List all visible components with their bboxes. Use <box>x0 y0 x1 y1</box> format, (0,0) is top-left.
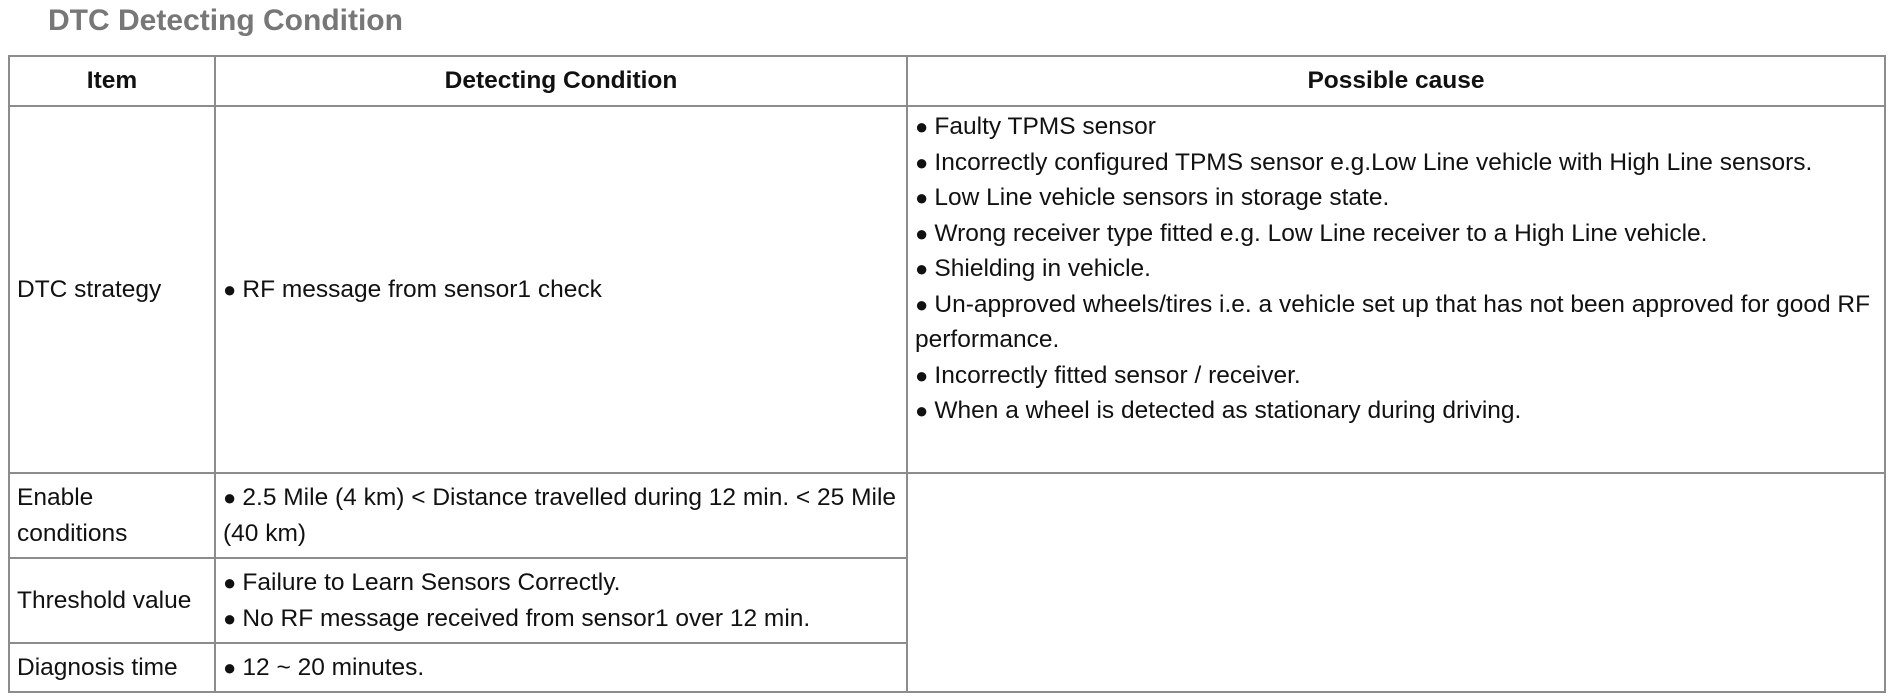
dtc-table <box>8 55 1886 693</box>
cause-item: ● Incorrectly fitted sensor / receiver. <box>915 358 1877 394</box>
cause-item: ● Low Line vehicle sensors in storage state. <box>915 180 1877 216</box>
header-detecting-condition: Detecting Condition <box>215 56 907 106</box>
header-item: Item <box>9 56 215 106</box>
cause-item: ● When a wheel is detected as stationary during driving. <box>915 393 1877 429</box>
condition-item: ● RF message from sensor1 check <box>223 272 899 308</box>
table-header-row <box>9 56 1885 106</box>
condition-cell <box>215 643 907 692</box>
cause-item: ● Shielding in vehicle. <box>915 251 1877 287</box>
cause-item: ● Un-approved wheels/tires i.e. a vehicle set up that has not been approved for good RF performance. <box>915 287 1877 358</box>
condition-item: ● Failure to Learn Sensors Correctly. <box>223 565 899 601</box>
cause-item: ● Faulty TPMS sensor <box>915 109 1877 145</box>
condition-item: ● 12 ~ 20 minutes. <box>223 650 899 686</box>
table-row <box>9 473 1885 558</box>
item-cell: Diagnosis time <box>9 643 215 692</box>
condition-cell <box>215 106 907 473</box>
page-title: DTC Detecting Condition <box>48 4 403 37</box>
item-cell: Threshold value <box>9 558 215 643</box>
condition-item: ● 2.5 Mile (4 km) < Distance travelled during 12 min. < 25 Mile (40 km) <box>223 480 899 551</box>
header-possible-cause: Possible cause <box>907 56 1885 106</box>
cause-item: ● Incorrectly configured TPMS sensor e.g.Low Line vehicle with High Line sensors. <box>915 145 1877 181</box>
item-cell: DTC strategy <box>9 106 215 473</box>
table-row <box>9 106 1885 473</box>
condition-item: ● No RF message received from sensor1 over 12 min. <box>223 601 899 637</box>
condition-cell <box>215 558 907 643</box>
condition-cell <box>215 473 907 558</box>
item-cell: Enable conditions <box>9 473 215 558</box>
possible-cause-cell <box>907 106 1885 473</box>
empty-cause-cell <box>907 473 1885 692</box>
cause-item: ● Wrong receiver type fitted e.g. Low Line receiver to a High Line vehicle. <box>915 216 1877 252</box>
